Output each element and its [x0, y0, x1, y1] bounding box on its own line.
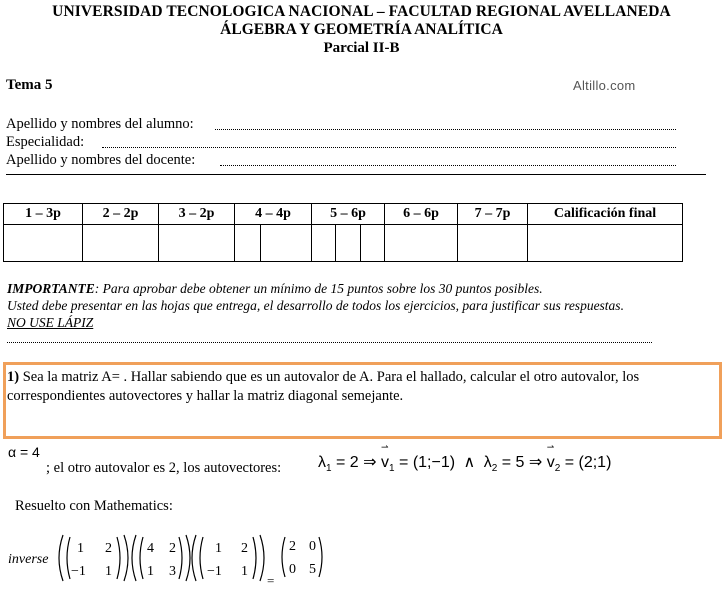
lambda1-value: = 2 ⇒	[336, 454, 377, 471]
equals-sign: =	[267, 573, 275, 587]
m2-c: 1	[147, 564, 154, 579]
v1-value: = (1;−1)	[399, 454, 456, 471]
inverse-label: inverse	[8, 552, 49, 567]
question-text: Sea la matriz A= . Hallar sabiendo que es un autovalor de A. Para el hallado, calcular el otro autovalor, los correspondientes autovectores y hallar la matriz diagonal semejante.	[7, 369, 640, 404]
m3-b: 2	[241, 541, 248, 556]
result-b: 0	[309, 539, 316, 554]
important-label: IMPORTANTE	[7, 281, 95, 296]
grade-header-7: 7 – 7p	[458, 204, 528, 225]
and-symbol: ∧	[463, 454, 476, 471]
lambda1-sub: 1	[326, 463, 332, 475]
no-pencil-notice: NO USE LÁPIZ	[7, 315, 94, 330]
grade-subdivider	[360, 225, 361, 261]
m3-a: 1	[215, 541, 222, 556]
grade-subdivider	[260, 225, 261, 261]
field-alumno-line	[215, 129, 676, 130]
m3-c: −1	[207, 564, 222, 579]
result-a: 2	[289, 539, 296, 554]
header-divider	[6, 174, 706, 175]
important-text-2: Usted debe presentar en las hojas que entrega, el desarrollo de todos los ejercicios, para justificar sus respuestas.	[7, 298, 624, 313]
field-especialidad-label: Especialidad:	[6, 134, 85, 150]
grade-cell-5	[312, 225, 385, 262]
m1-c: −1	[71, 564, 86, 579]
field-docente-label: Apellido y nombres del docente:	[6, 152, 196, 168]
grade-header-6: 6 – 6p	[385, 204, 458, 225]
m1-a: 1	[77, 541, 84, 556]
course-title: ÁLGEBRA Y GEOMETRÍA ANALÍTICA	[220, 21, 503, 38]
grade-subdivider	[335, 225, 336, 261]
grade-cell-3	[159, 225, 235, 262]
m2-d: 3	[169, 564, 176, 579]
m1-b: 2	[105, 541, 112, 556]
dotted-separator	[7, 342, 652, 343]
grade-header-4: 4 – 4p	[235, 204, 312, 225]
result-d: 5	[309, 562, 316, 577]
m1-d: 1	[105, 564, 112, 579]
grade-header-3: 3 – 2p	[159, 204, 235, 225]
resuelto-label: Resuelto con Mathematics:	[15, 498, 173, 514]
important-text-1: : Para aprobar debe obtener un mínimo de 15 puntos sobre los 30 puntos posibles.	[94, 281, 543, 296]
grade-table	[3, 203, 683, 262]
exam-title: Parcial II-B	[323, 40, 400, 56]
field-especialidad-line	[102, 147, 676, 148]
question-number: 1)	[7, 369, 20, 385]
lambda2-sub: 2	[491, 463, 498, 475]
grade-header-2: 2 – 2p	[83, 204, 159, 225]
alpha-answer: α = 4	[8, 444, 40, 460]
result-c: 0	[289, 562, 296, 577]
v2-sub: 2	[554, 463, 561, 475]
v2-value: = (2;1)	[564, 454, 612, 471]
university-title: UNIVERSIDAD TECNOLOGICA NACIONAL – FACULTAD REGIONAL AVELLANEDA	[52, 3, 671, 20]
matrix-product	[55, 533, 335, 587]
grade-cell-7	[458, 225, 528, 262]
field-alumno-label: Apellido y nombres del alumno:	[6, 116, 194, 132]
answer-text: ; el otro autovalor es 2, los autovectores:	[46, 460, 282, 476]
v1-sub: 1	[389, 463, 395, 475]
m3-d: 1	[241, 564, 248, 579]
grade-cell-2	[83, 225, 159, 262]
grade-cell-4	[235, 225, 312, 262]
m2-a: 4	[147, 541, 154, 556]
grade-header-5: 5 – 6p	[312, 204, 385, 225]
grade-cell-1	[4, 225, 83, 262]
important-notice	[7, 280, 624, 331]
grade-cell-6	[385, 225, 458, 262]
grade-header-final: Calificación final	[528, 204, 683, 225]
grade-header-1: 1 – 3p	[4, 204, 83, 225]
lambda2-value: = 5 ⇒	[501, 454, 543, 471]
watermark: Altillo.com	[573, 78, 636, 93]
eigen-answer: $\lambda_1 = 2$ ⇒ v ⇀ $_1$ = (1;−1) ∧ $\lambda_2 = 5$ ⇒ v ⇀ $_2$ = (2;1)	[318, 442, 612, 475]
tema-label: Tema 5	[6, 77, 53, 93]
grade-cell-final	[528, 225, 683, 262]
field-docente-line	[220, 165, 676, 166]
m2-b: 2	[169, 541, 176, 556]
question-1	[7, 368, 719, 406]
